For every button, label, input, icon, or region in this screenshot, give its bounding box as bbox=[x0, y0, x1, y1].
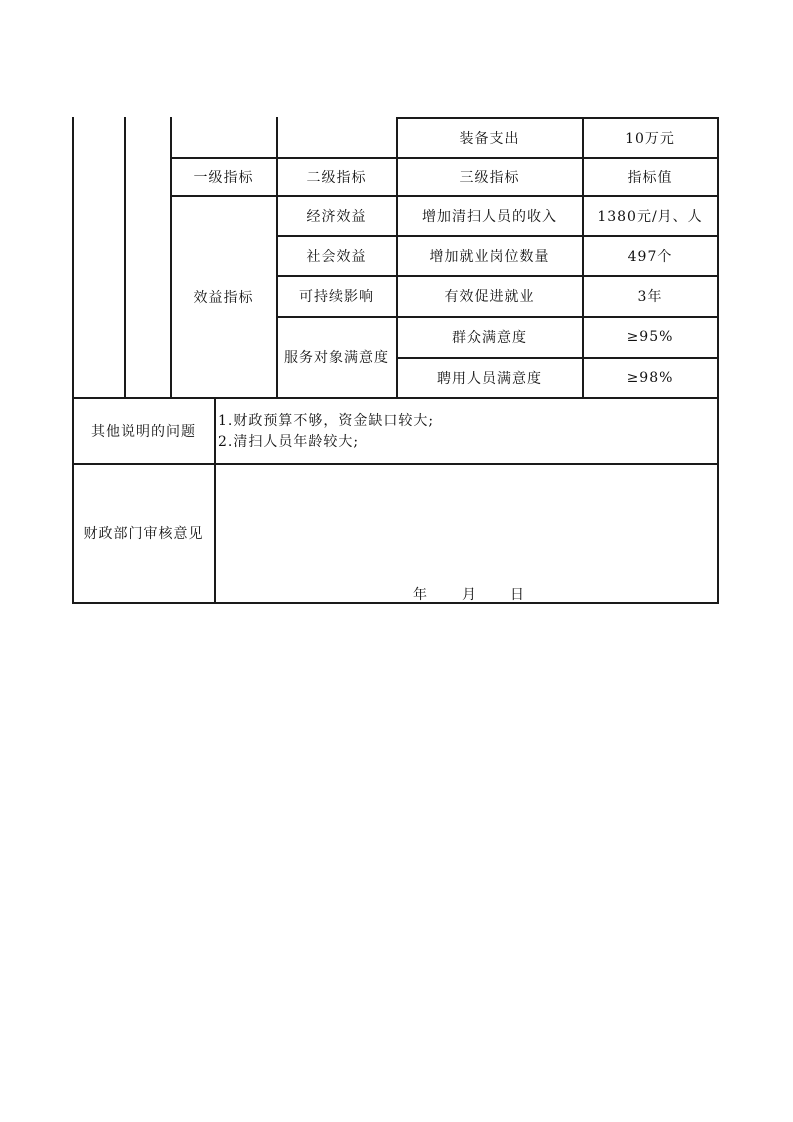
col-line-label-split bbox=[214, 397, 216, 603]
col-line-a bbox=[124, 117, 126, 398]
cell-benefit-indicator: 效益指标 bbox=[193, 289, 254, 306]
cell-public-satisfaction: 群众满意度 bbox=[452, 330, 527, 346]
review-month: 月 bbox=[462, 587, 477, 603]
cell-equipment-expense: 装备支出 bbox=[459, 130, 520, 147]
cell-jobs-increase: 增加就业岗位数量 bbox=[429, 248, 550, 265]
cell-staff-satisfaction-value: ≥98% bbox=[626, 369, 674, 386]
cell-jobs-value: 497个 bbox=[627, 248, 673, 265]
cell-social-benefit: 社会效益 bbox=[306, 248, 367, 265]
cell-employment-value: 3年 bbox=[637, 289, 663, 305]
review-day: 日 bbox=[510, 587, 525, 603]
header-value: 指标值 bbox=[627, 169, 673, 186]
col-line-right bbox=[717, 117, 719, 603]
header-level2: 二级指标 bbox=[306, 169, 367, 186]
cell-equipment-expense-value: 10万元 bbox=[625, 130, 675, 147]
cell-income-value: 1380元/月、人 bbox=[597, 208, 703, 225]
cell-economic-benefit: 经济效益 bbox=[306, 208, 367, 225]
cell-finance-review-label: 财政部门审核意见 bbox=[83, 526, 204, 542]
header-level3: 三级指标 bbox=[459, 169, 520, 186]
review-year: 年 bbox=[413, 587, 428, 603]
other-issues-notes bbox=[218, 411, 716, 453]
cell-public-satisfaction-value: ≥95% bbox=[626, 329, 674, 345]
cell-income-increase: 增加清扫人员的收入 bbox=[422, 208, 557, 225]
cell-staff-satisfaction: 聘用人员满意度 bbox=[437, 370, 542, 387]
header-level1: 一级指标 bbox=[193, 169, 254, 186]
other-issues-line-2: 2.清扫人员年龄较大; bbox=[218, 434, 360, 450]
cell-service-satisfaction: 服务对象满意度 bbox=[284, 350, 389, 366]
cell-other-issues-label: 其他说明的问题 bbox=[91, 423, 196, 440]
cell-sustainable-impact: 可持续影响 bbox=[299, 289, 374, 305]
review-date bbox=[218, 582, 718, 604]
other-issues-line-1: 1.财政预算不够，资金缺口较大; bbox=[218, 413, 435, 429]
cell-employment-promotion: 有效促进就业 bbox=[444, 289, 535, 305]
